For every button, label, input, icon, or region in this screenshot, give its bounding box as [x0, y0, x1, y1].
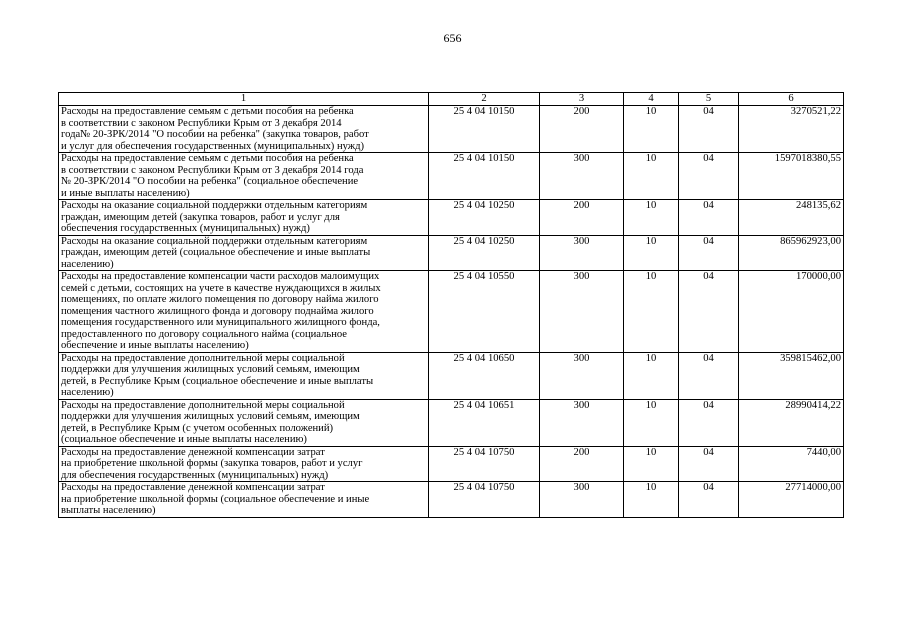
table-row [59, 399, 844, 446]
description-line: на приобретение школьной формы (социальное обеспечение и иные [61, 493, 370, 505]
table-row [59, 235, 844, 271]
expense-type-code: 300 [540, 399, 624, 446]
amount-value: 170000,00 [739, 271, 844, 353]
description-line: граждан, имеющим детей (социальное обеспечение и иные выплаты [61, 247, 371, 258]
page-number: 656 [443, 31, 462, 45]
description-line: детей, в Республике Крым (социальное обеспечение и иные выплаты [61, 375, 374, 387]
section-code: 10 [624, 153, 679, 200]
budget-table [58, 92, 844, 518]
description-line: Расходы на предоставление семьям с детьми пособия на ребенка [61, 106, 354, 117]
section-code: 10 [624, 352, 679, 399]
column-header-3: 3 [540, 93, 624, 106]
expense-description [59, 106, 429, 153]
subsection-code: 04 [679, 446, 739, 482]
description-line: помещения частного жилищного фонда и договору поднайма жилого [61, 305, 374, 317]
amount-value: 248135,62 [739, 200, 844, 236]
subsection-code: 04 [679, 153, 739, 200]
description-line: предоставленного по договору социального найма (социальное [61, 328, 348, 340]
expense-type-code: 300 [540, 153, 624, 200]
section-code: 10 [624, 271, 679, 353]
column-header-5: 5 [679, 93, 739, 106]
section-code: 10 [624, 200, 679, 236]
section-code: 10 [624, 399, 679, 446]
target-article-code: 25 4 04 10150 [429, 106, 540, 153]
table-body [59, 106, 844, 518]
description-line: Расходы на предоставление денежной компенсации затрат [61, 446, 325, 458]
column-header-4: 4 [624, 93, 679, 106]
table-row [59, 271, 844, 353]
subsection-code: 04 [679, 235, 739, 271]
section-code: 10 [624, 235, 679, 271]
target-article-code: 25 4 04 10750 [429, 482, 540, 518]
target-article-code: 25 4 04 10150 [429, 153, 540, 200]
description-line: № 20-ЗРК/2014 "О пособии на ребенка" (социальное обеспечение [61, 176, 359, 187]
target-article-code: 25 4 04 10250 [429, 200, 540, 236]
amount-value: 7440,00 [739, 446, 844, 482]
description-line: и иные выплаты населению) [61, 187, 190, 199]
target-article-code: 25 4 04 10651 [429, 399, 540, 446]
target-article-code: 25 4 04 10750 [429, 446, 540, 482]
target-article-code: 25 4 04 10550 [429, 271, 540, 353]
expense-description [59, 200, 429, 236]
description-line: года№ 20-ЗРК/2014 "О пособии на ребенка" (закупка товаров, работ [61, 129, 369, 140]
description-line: помещениях, по оплате жилого помещения по договору найма жилого [61, 294, 379, 305]
expense-type-code: 200 [540, 446, 624, 482]
column-header-2: 2 [429, 93, 540, 106]
target-article-code: 25 4 04 10650 [429, 352, 540, 399]
description-line: Расходы на предоставление компенсации части расходов малоимущих [61, 271, 380, 282]
table-row [59, 446, 844, 482]
description-line: Расходы на оказание социальной поддержки отдельным категориям [61, 200, 368, 211]
table-row [59, 352, 844, 399]
subsection-code: 04 [679, 200, 739, 236]
description-line: населению) [61, 387, 114, 398]
section-code: 10 [624, 446, 679, 482]
subsection-code: 04 [679, 271, 739, 353]
description-line: обеспечение и иные выплаты населению) [61, 340, 249, 351]
expense-type-code: 300 [540, 271, 624, 353]
target-article-code: 25 4 04 10250 [429, 235, 540, 271]
amount-value: 28990414,22 [739, 399, 844, 446]
table-row [59, 106, 844, 153]
expense-type-code: 300 [540, 235, 624, 271]
description-line: населению) [61, 258, 114, 270]
description-line: на приобретение школьной формы (закупка товаров, работ и услуг [61, 458, 363, 469]
subsection-code: 04 [679, 399, 739, 446]
expense-type-code: 300 [540, 482, 624, 518]
table-row [59, 153, 844, 200]
description-line: поддержки для улучшения жилищных условий семьям, имеющим [61, 364, 360, 375]
section-code: 10 [624, 482, 679, 518]
column-header-6: 6 [739, 93, 844, 106]
table-row [59, 482, 844, 518]
expense-type-code: 200 [540, 200, 624, 236]
description-line: Расходы на предоставление семьям с детьми пособия на ребенка [61, 153, 354, 164]
amount-value: 1597018380,55 [739, 153, 844, 200]
expense-description [59, 235, 429, 271]
description-line: Расходы на оказание социальной поддержки отдельным категориям [61, 235, 368, 247]
amount-value: 359815462,00 [739, 352, 844, 399]
description-line: для обеспечения государственных (муниципальных) нужд) [61, 469, 329, 481]
column-header-1: 1 [59, 93, 429, 106]
expense-type-code: 300 [540, 352, 624, 399]
expense-description [59, 446, 429, 482]
expense-description [59, 271, 429, 353]
description-line: Расходы на предоставление денежной компенсации затрат [61, 482, 325, 493]
subsection-code: 04 [679, 106, 739, 153]
expense-description [59, 482, 429, 518]
description-line: выплаты населению) [61, 505, 156, 516]
description-line: семей с детьми, состоящих на учете в качестве нуждающихся в жилых [61, 282, 381, 294]
description-line: обеспечения государственных (муниципальных) нужд) [61, 223, 310, 234]
description-line: и услуг для обеспечения государственных (муниципальных) нужд) [61, 140, 365, 152]
expense-description [59, 153, 429, 200]
amount-value: 3270521,22 [739, 106, 844, 153]
description-line: Расходы на предоставление дополнительной меры социальной [61, 399, 345, 411]
subsection-code: 04 [679, 352, 739, 399]
table-row [59, 200, 844, 236]
description-line: в соответствии с законом Республики Крым от 3 декабря 2014 [61, 117, 342, 129]
amount-value: 865962923,00 [739, 235, 844, 271]
description-line: в соответствии с законом Республики Крым от 3 декабря 2014 года [61, 164, 364, 176]
description-line: граждан, имеющим детей (закупка товаров, работ и услуг для [61, 211, 340, 223]
description-line: детей, в Республике Крым (с учетом особенных положений) [61, 422, 334, 434]
expense-type-code: 200 [540, 106, 624, 153]
expense-description [59, 352, 429, 399]
section-code: 10 [624, 106, 679, 153]
description-line: помещения государственного или муниципального жилищного фонда, [61, 317, 380, 328]
table-header-row [59, 93, 844, 106]
amount-value: 27714000,00 [739, 482, 844, 518]
subsection-code: 04 [679, 482, 739, 518]
description-line: (социальное обеспечение и иные выплаты населению) [61, 434, 307, 445]
expense-description [59, 399, 429, 446]
description-line: Расходы на предоставление дополнительной меры социальной [61, 352, 345, 364]
description-line: поддержки для улучшения жилищных условий семьям, имеющим [61, 411, 360, 422]
